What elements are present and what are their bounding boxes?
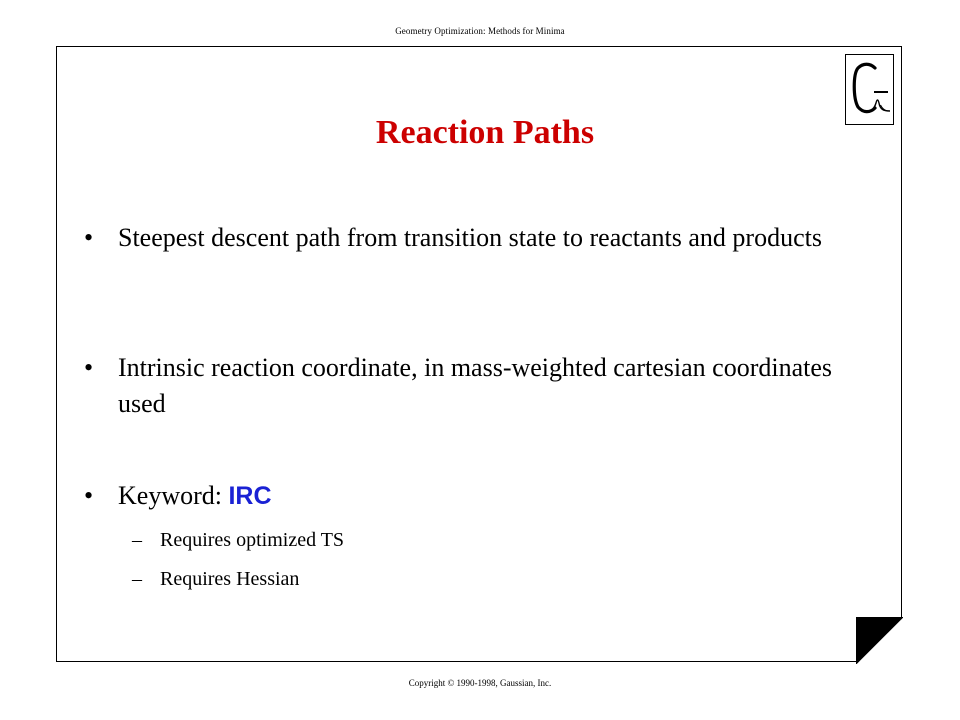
- bullet-text-group: [118, 478, 864, 514]
- sub-bullet-item: [132, 566, 299, 592]
- sub-bullet-marker: –: [132, 529, 142, 551]
- bullet-marker: •: [84, 481, 94, 510]
- bullet-item: [84, 478, 864, 514]
- bullet-item: [84, 350, 864, 422]
- sub-bullet-text: Requires Hessian: [160, 568, 300, 590]
- bullet-text: Intrinsic reaction coordinate, in mass-weighted cartesian coordinates used: [118, 353, 833, 418]
- page-corner-icon: [856, 617, 903, 664]
- keyword-irc: IRC: [228, 482, 272, 510]
- slide-header: Geometry Optimization: Methods for Minima: [395, 26, 565, 36]
- bullet-text: Keyword:: [118, 481, 222, 510]
- bullet-text: Steepest descent path from transition state to reactants and products: [118, 223, 822, 252]
- slide-footer: Copyright © 1990-1998, Gaussian, Inc.: [408, 678, 552, 688]
- bullet-marker: •: [84, 353, 94, 382]
- bullet-marker: •: [84, 223, 94, 252]
- sub-bullet-marker: –: [132, 568, 142, 590]
- sub-bullet-item: [132, 527, 344, 553]
- slide-title: Reaction Paths: [375, 114, 595, 151]
- bullet-item: [84, 220, 864, 256]
- sub-bullet-text: Requires optimized TS: [160, 529, 345, 551]
